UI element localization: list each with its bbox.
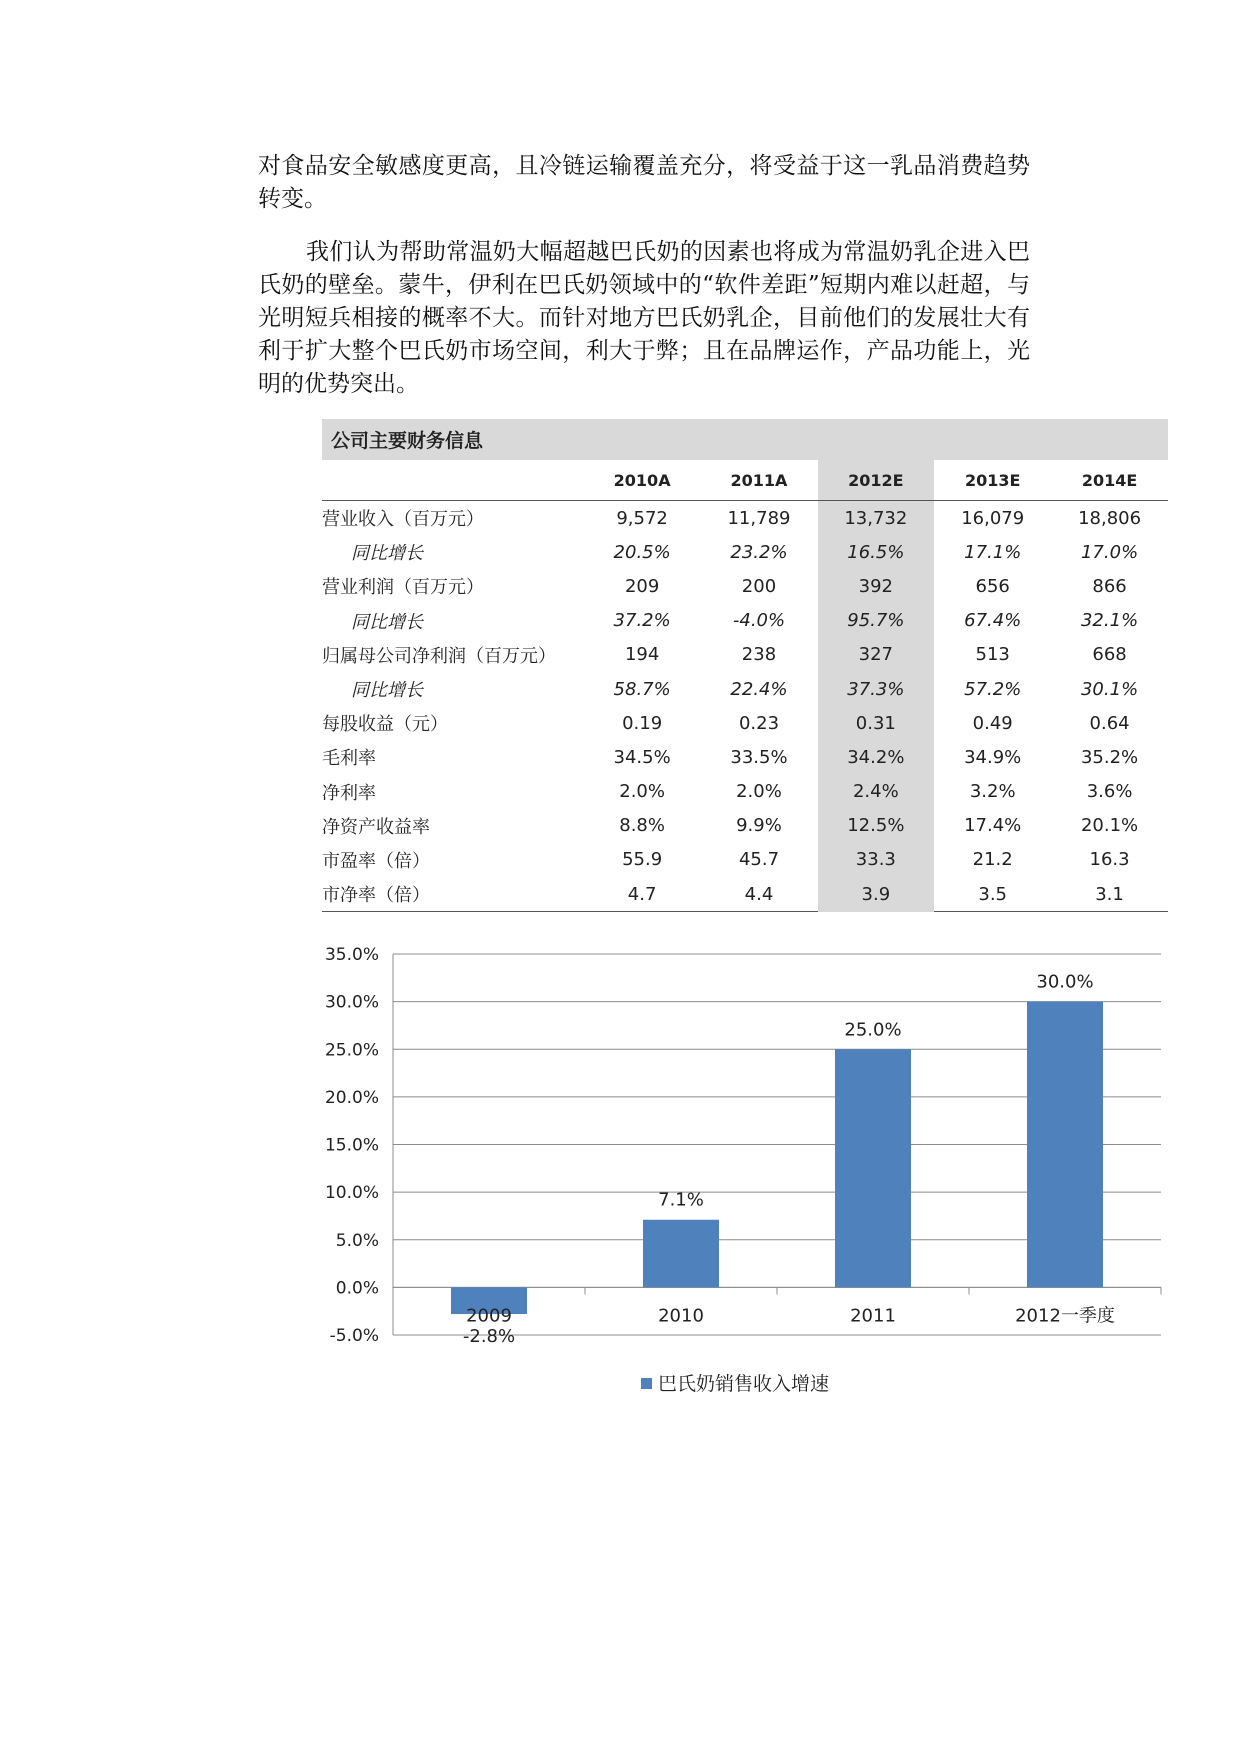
header-2013e: 2013E <box>964 470 1021 490</box>
table-cell: 13,732 <box>844 507 908 529</box>
table-cell: 209 <box>624 575 660 597</box>
table-cell: 2.0% <box>736 781 782 803</box>
table-cell: 4.7 <box>627 883 657 905</box>
x-category-label: 2011 <box>850 1305 896 1327</box>
table-bottom-rule <box>322 911 1168 912</box>
table-cell: 327 <box>858 644 894 666</box>
table-cell: 33.3 <box>855 849 896 871</box>
table-cell: 55.9 <box>622 849 663 871</box>
table-cell: 22.4% <box>730 678 788 700</box>
table-cell: 3.5 <box>978 883 1008 905</box>
table-cell: 34.2% <box>847 746 905 768</box>
y-tick-label: 0.0% <box>335 1278 379 1299</box>
table-cell: 9.9% <box>736 815 782 837</box>
y-tick-label: 30.0% <box>324 992 379 1013</box>
data-label: 30.0% <box>1036 971 1094 993</box>
header-2012e: 2012E <box>848 470 904 490</box>
row-label: 同比增长 <box>351 543 423 565</box>
chart-bars <box>451 1002 1103 1314</box>
table-cell: 34.5% <box>613 746 671 768</box>
y-tick-label: 15.0% <box>324 1135 379 1156</box>
table-cell: 8.8% <box>619 815 665 837</box>
table-cell: 30.1% <box>1080 678 1139 700</box>
row-label: 市净率（倍） <box>322 885 430 907</box>
y-tick-label: -5.0% <box>329 1326 379 1346</box>
x-category-label: 2010 <box>658 1305 704 1327</box>
table-cell: 656 <box>975 575 1010 597</box>
table-row <box>322 501 1168 535</box>
table-row <box>322 877 1168 911</box>
table-cell: 2.0% <box>619 781 665 803</box>
table-cell: 37.2% <box>613 610 671 632</box>
data-label: -2.8% <box>462 1326 516 1348</box>
table-cell: 20.1% <box>1080 815 1139 837</box>
table-cell: 392 <box>858 575 894 597</box>
table-cell: 95.7% <box>847 610 905 632</box>
bar-2 <box>835 1049 911 1287</box>
table-cell: 3.6% <box>1086 781 1133 803</box>
table-cell: 0.23 <box>738 712 780 734</box>
table-row <box>322 604 1168 638</box>
financial-table <box>322 419 1168 912</box>
table-cell: 200 <box>741 575 777 597</box>
table-cell: 17.0% <box>1080 541 1139 563</box>
table-cell: 3.1 <box>1095 883 1124 905</box>
legend-swatch <box>641 1378 652 1389</box>
table-row <box>322 535 1168 569</box>
table-cell: 16.3 <box>1089 849 1130 871</box>
table-cell: 866 <box>1092 575 1127 597</box>
table-cell: 0.64 <box>1089 712 1130 734</box>
y-tick-label: 35.0% <box>324 945 379 965</box>
table-cell: 0.31 <box>855 712 896 734</box>
table-cell: 35.2% <box>1080 746 1139 768</box>
row-label: 同比增长 <box>351 680 423 702</box>
table-cell: 668 <box>1092 644 1127 666</box>
row-label: 营业利润（百万元） <box>322 577 484 599</box>
y-tick-label: 5.0% <box>335 1230 379 1251</box>
table-cell: 3.2% <box>969 781 1016 803</box>
table-cell: 17.4% <box>964 815 1022 837</box>
data-label: 7.1% <box>658 1189 704 1211</box>
table-rows <box>322 501 1168 911</box>
paragraph-1: 对食品安全敏感度更高，且冷链运输覆盖充分，将受益于这一乳品消费趋势转变。 <box>258 153 1030 212</box>
header-2014e: 2014E <box>1081 470 1138 490</box>
table-title: 公司主要财务信息 <box>322 419 1168 460</box>
table-cell: 3.9 <box>861 883 891 905</box>
table-cell: 45.7 <box>738 849 780 871</box>
row-label: 归属母公司净利润（百万元） <box>322 645 556 667</box>
table-cell: 238 <box>741 644 777 666</box>
bar-1 <box>643 1220 719 1288</box>
x-category-label: 2012一季度 <box>1015 1305 1115 1327</box>
table-cell: 21.2 <box>972 849 1013 871</box>
table-header-row <box>322 460 1168 501</box>
table-row <box>322 775 1168 809</box>
table-row <box>322 843 1168 877</box>
table-row <box>322 706 1168 740</box>
table-cell: 58.7% <box>613 678 671 700</box>
table-cell: 12.5% <box>847 815 905 837</box>
chart-labels <box>463 972 1115 1347</box>
table-cell: 23.2% <box>730 541 788 563</box>
table-body <box>322 460 1168 912</box>
table-row <box>322 672 1168 706</box>
table-cell: 16,079 <box>961 507 1025 529</box>
row-label: 营业收入（百万元） <box>322 509 484 531</box>
table-cell: 57.2% <box>964 678 1022 700</box>
table-cell: -4.0% <box>732 610 786 632</box>
table-cell: 0.49 <box>972 712 1013 734</box>
header-2010a: 2010A <box>613 470 671 490</box>
table-cell: 513 <box>975 644 1010 666</box>
table-cell: 9,572 <box>616 507 668 529</box>
table-cell: 32.1% <box>1080 610 1139 632</box>
bar-3 <box>1027 1002 1103 1288</box>
table-cell: 67.4% <box>964 610 1022 632</box>
table-cell: 33.5% <box>730 746 788 768</box>
table-row <box>322 809 1168 843</box>
row-label: 毛利率 <box>322 748 376 770</box>
row-label: 净资产收益率 <box>322 816 430 838</box>
table-cell: 34.9% <box>964 746 1022 768</box>
table-cell: 18,806 <box>1078 507 1142 529</box>
y-tick-label: 25.0% <box>324 1040 379 1061</box>
paragraph-2: 我们认为帮助常温奶大幅超越巴氏奶的因素也将成为常温奶乳企进入巴氏奶的壁垒。蒙牛，伊利在巴氏奶领域中的“软件差距”短期内难以赶超，与光明短兵相接的概率不大。而针对地方巴氏奶乳企，目前他们的发展壮大有利于扩大整个巴氏奶市场空间，利大于弊；且在品牌运作，产品功能上，光明的优势突出。 <box>258 239 1030 397</box>
x-category-label: 2009 <box>466 1305 512 1327</box>
legend-label: 巴氏奶销售收入增速 <box>658 1373 830 1395</box>
row-label: 净利率 <box>322 782 376 804</box>
table-cell: 37.3% <box>847 678 905 700</box>
header-2011a: 2011A <box>730 470 788 490</box>
table-row <box>322 569 1168 603</box>
table-cell: 194 <box>624 644 660 666</box>
y-tick-label: 20.0% <box>324 1087 379 1108</box>
table-cell: 4.4 <box>744 883 774 905</box>
table-row <box>322 740 1168 774</box>
table-cell: 2.4% <box>852 781 899 803</box>
row-label: 每股收益（元） <box>322 714 448 736</box>
table-row <box>322 638 1168 672</box>
table-cell: 20.5% <box>613 541 671 563</box>
row-label: 同比增长 <box>351 611 423 633</box>
data-label: 25.0% <box>844 1019 902 1041</box>
table-cell: 0.19 <box>622 712 663 734</box>
growth-bar-chart <box>300 938 1180 1408</box>
table-cell: 16.5% <box>847 541 905 563</box>
table-cell: 11,789 <box>727 507 791 529</box>
chart-legend <box>641 1373 829 1395</box>
row-label: 市盈率（倍） <box>322 850 430 872</box>
y-tick-label: 10.0% <box>324 1183 379 1204</box>
table-cell: 17.1% <box>964 541 1022 563</box>
